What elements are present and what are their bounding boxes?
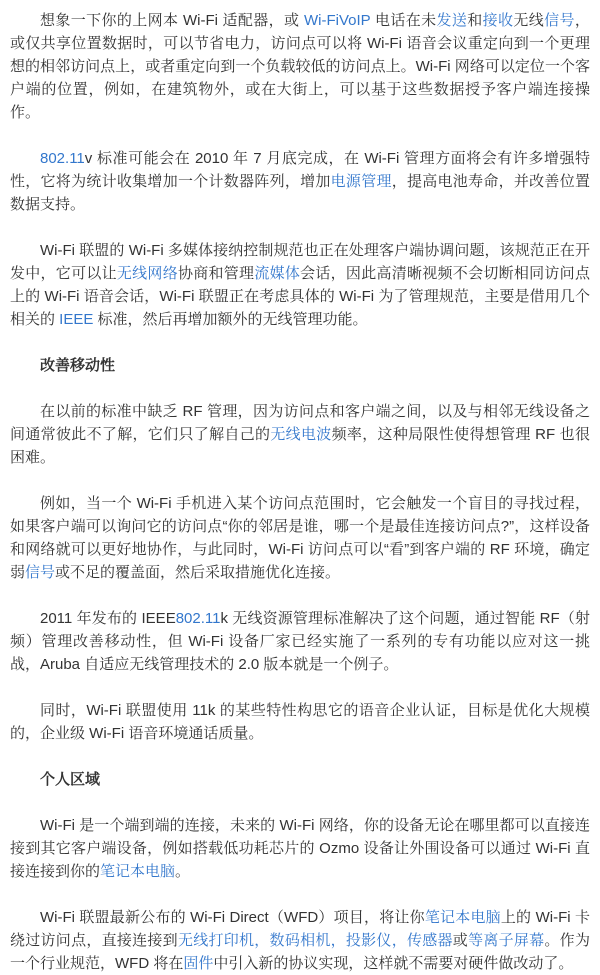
inline-link[interactable]: 数码相机， bbox=[269, 932, 346, 949]
text-run: 。作为一个行业规范，WFD 将在 bbox=[10, 932, 590, 972]
paragraph bbox=[10, 239, 590, 331]
text-run: 电话在未 bbox=[370, 12, 437, 29]
text-run: Wi-Fi 联盟最新公布的 Wi-Fi Direct（WFD）项目，将让你 bbox=[40, 909, 425, 926]
inline-link[interactable]: Wi-FiVoIP bbox=[303, 12, 371, 29]
inline-link[interactable]: 信号 bbox=[544, 12, 575, 29]
paragraph bbox=[10, 492, 590, 584]
paragraph bbox=[10, 699, 590, 745]
text-run: v 标准可能会在 2010 年 7 月底完成，在 Wi-Fi 管理方面将会有许多增强特性，它将为统计收集增加一个计数器阵列，增加 bbox=[10, 150, 590, 190]
paragraph bbox=[10, 607, 590, 676]
paragraph bbox=[10, 400, 590, 469]
text-run: ，或仅共享位置数据时，可以节省电力，访问点可以将 Wi-Fi 语音会议重定向到一个更理想的相邻访问点上，或者重定向到一个负载较低的访问点上。Wi-Fi 网络可以定位一个客户端的位置，例如，在建筑物外，或在大街上，可以基于这些数据授予客户端连接操作。 bbox=[10, 12, 590, 121]
text-run: ，提高电池寿命，并改善位置数据支持。 bbox=[10, 173, 590, 213]
paragraph bbox=[10, 814, 590, 883]
text-run: 协商和管理 bbox=[177, 265, 255, 282]
text-run: 中引入新的协议实现，这样就不需要对硬件做改动了。 bbox=[213, 955, 574, 972]
paragraph bbox=[10, 906, 590, 975]
inline-link[interactable]: 802.11 bbox=[175, 610, 221, 627]
text-run: 会话，因此高清晰视频不会切断相同访问点上的 Wi-Fi 语音会话，Wi-Fi 联盟正在考虑具体的 Wi-Fi 为了管理规范，主要是借用几个相关的 bbox=[10, 265, 590, 328]
inline-link[interactable]: 接收 bbox=[482, 12, 514, 29]
inline-link[interactable]: 无线网络 bbox=[116, 265, 178, 282]
text-run: 和 bbox=[467, 12, 483, 29]
section-heading: 个人区域 bbox=[40, 771, 101, 788]
text-run: k 无线资源管理标准解决了这个问题，通过智能 RF（射频）管理改善移动性，但 Wi-Fi 设备厂家已经实施了一系列的专有功能以应对这一挑战，Aruba 自适应无线管理技术的 2.0 版本就是一个例子。 bbox=[10, 610, 590, 673]
inline-link[interactable]: 笔记本电脑 bbox=[424, 909, 501, 926]
inline-link[interactable]: 无线打印机， bbox=[177, 932, 270, 949]
inline-link[interactable]: 信号 bbox=[25, 564, 56, 581]
text-run: 想象一下你的上网本 Wi-Fi 适配器，或 bbox=[40, 12, 304, 29]
section-heading: 改善移动性 bbox=[40, 357, 116, 374]
text-run: 例如，当一个 Wi-Fi 手机进入某个访问点范围时，它会触发一个盲目的寻找过程，如果客户端可以询问它的访问点“你的邻居是谁，哪一个是最佳连接访问点?”，这样设备和网络就可以更好地协作，与此同时，Wi-Fi 访问点可以“看”到客户端的 RF 环境，确定弱 bbox=[10, 495, 590, 581]
inline-link[interactable]: 等离子屏幕 bbox=[468, 932, 545, 949]
text-run: 。 bbox=[175, 863, 191, 880]
text-run: 在以前的标准中缺乏 RF 管理，因为访问点和客户端之间，以及与相邻无线设备之间通常彼此不了解，它们只了解自己的 bbox=[10, 403, 590, 443]
paragraph bbox=[10, 9, 590, 124]
inline-link[interactable]: 传感器 bbox=[406, 932, 453, 949]
inline-link[interactable]: 流媒体 bbox=[254, 265, 301, 282]
inline-link[interactable]: 投影仪， bbox=[345, 932, 407, 949]
inline-link[interactable]: 固件 bbox=[183, 955, 214, 972]
inline-link[interactable]: 802.11 bbox=[40, 150, 85, 167]
inline-link[interactable]: 发送 bbox=[436, 12, 468, 29]
text-run: 或不足的覆盖面，然后采取措施优化连接。 bbox=[55, 564, 341, 581]
inline-link[interactable]: 电源管理 bbox=[330, 173, 392, 190]
text-run: 上的 Wi-Fi 卡绕过访问点，直接连接到 bbox=[10, 909, 590, 949]
text-run: 无线 bbox=[513, 12, 545, 29]
text-run: 同时，Wi-Fi 联盟使用 11k 的某些特性构思它的语音企业认证，目标是优化大规模的，企业级 Wi-Fi 语音环境通话质量。 bbox=[10, 702, 590, 742]
text-run: 标准，然后再增加额外的无线管理功能。 bbox=[93, 311, 368, 328]
text-run: 2011 年发布的 IEEE bbox=[40, 610, 176, 627]
text-run: 频率，这种局限性使得想管理 RF 也很困难。 bbox=[10, 426, 590, 466]
text-run: Wi-Fi 是一个端到端的连接，未来的 Wi-Fi 网络，你的设备无论在哪里都可以直接连接到其它客户端设备，例如搭载低功耗芯片的 Ozmo 设备让外围设备可以通过 Wi-Fi 直接连接到你的 bbox=[10, 817, 590, 880]
inline-link[interactable]: 无线电波 bbox=[270, 426, 332, 443]
inline-link[interactable]: 笔记本电脑 bbox=[100, 863, 176, 880]
paragraph bbox=[10, 147, 590, 216]
text-run: 或 bbox=[452, 932, 469, 949]
text-run: Wi-Fi 联盟的 Wi-Fi 多媒体接纳控制规范也正在处理客户端协调问题，该规范正在开发中，它可以让 bbox=[10, 242, 590, 282]
inline-link[interactable]: IEEE bbox=[59, 311, 94, 328]
